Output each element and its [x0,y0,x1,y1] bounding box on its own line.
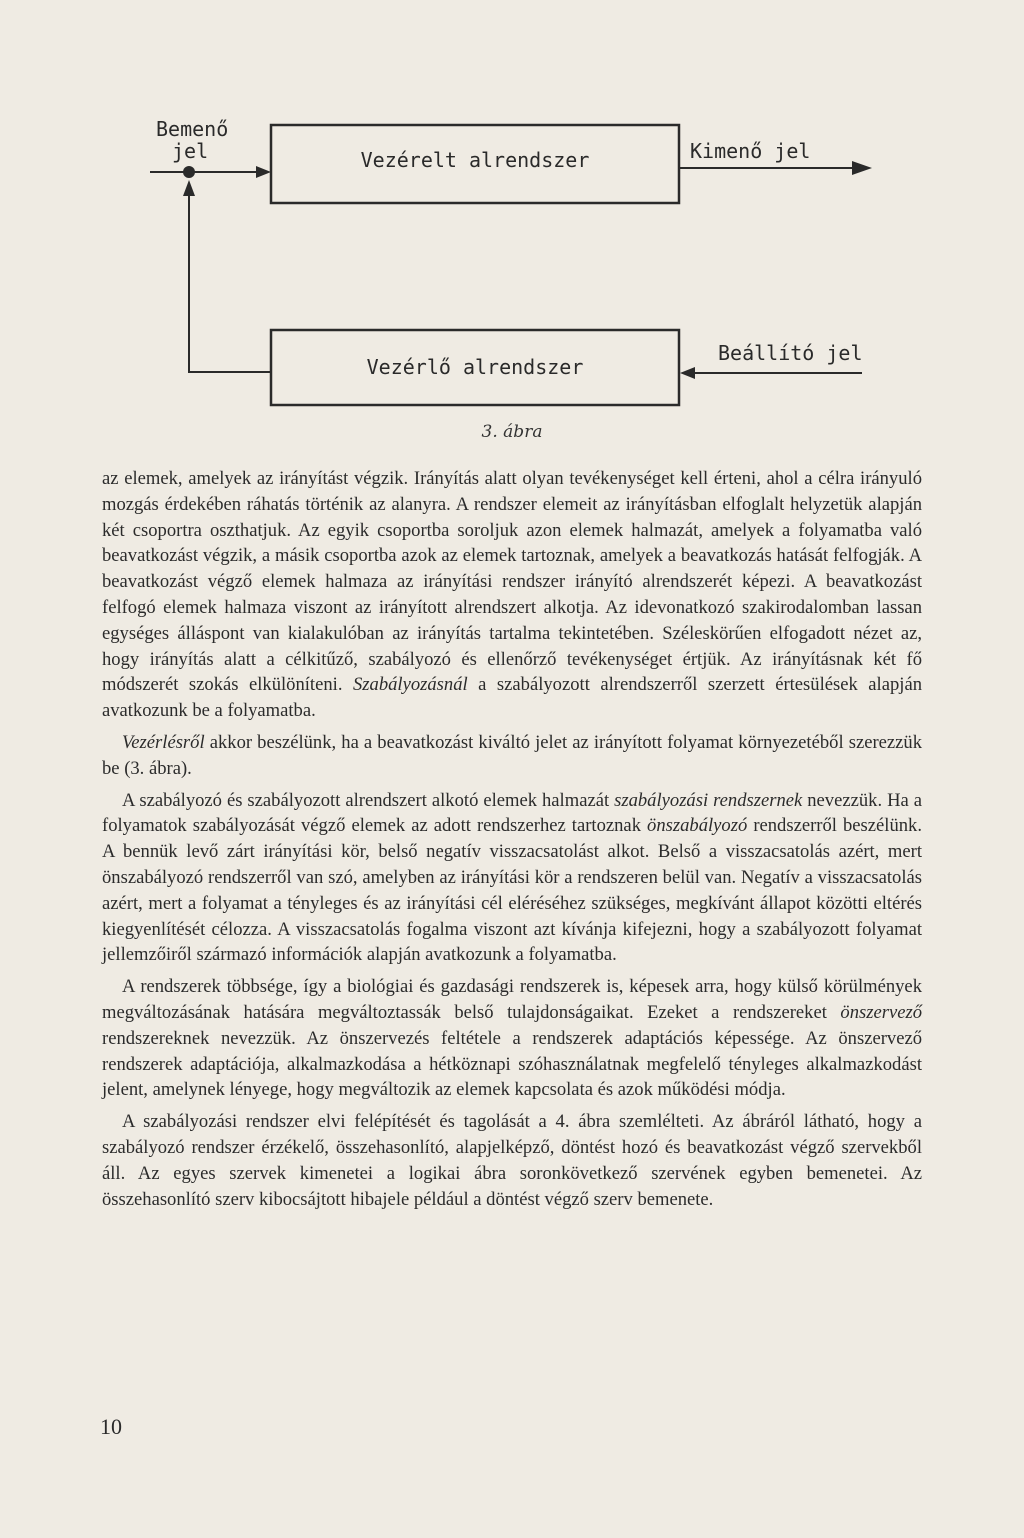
paragraph [102,466,922,724]
italic-term: önszabályozó [647,815,748,837]
input-label-line-1: Bemenő [156,117,229,141]
text-run: akkor beszélünk, ha a beavatkozást kiváltó jelet az irányított folyamat környezetéből szerezzük be (3. ábra). [102,731,922,779]
paragraph [102,1109,922,1212]
summing-node [183,166,195,178]
setpoint-label: Beállító jel [718,341,863,365]
output-arrow-icon [852,161,872,175]
feedback-line [189,188,271,372]
italic-term: önszervező [840,1001,922,1023]
block-diagram [0,0,1024,420]
text-run: rendszerről beszélünk. A bennük levő zárt irányítási kör, belső negatív visszacsatolást alkot. Belső a visszacsatolás azért, mert önszabályozó rendszerről van szó, amelyben az irányítási kör a rendszeren belül van. Negatív a visszacsatolás azért, mert a folyamat a tényleges és az irányítási cél eléréséhez szükséges, megkívánt állapot közötti eltérés kiegyenlítését célozza. A visszacsatolás fogalma viszont azt kívánja kifejezni, hogy a szabályozott folyamat jellemzőiről származó információk alapján avatkozunk a folyamatba. [102,815,922,966]
feedback-arrow-icon [183,180,195,196]
text-run: az elemek, amelyek az irányítást végzik. Irányítás alatt olyan tevékenységet kell érteni, ahol a célra irányuló mozgás érdekében ráhatás történik az alanyra. A rendszer elemeit az irányításban elfoglalt helyzetük alapján két csoportra oszthatjuk. Az egyik csoportba soroljuk azon elemek halmazát, amelyek a folyamatba való beavatkozást végzik, a másik csoportba azok az elemek tartoznak, amelyek a beavatkozás hatását felfogják. A beavatkozást végző elemek halmaza az irányítási rendszer irányító alrendszerét képezi. A beavatkozást felfogó elemek halmaza viszont az irányított alrendszert alkotja. Az idevonatkozó szakirodalomban lassan egységes álláspont van kialakulóban az irányítás tartalma tekintetében. Széleskörűen elfogadott nézet az, hogy irányítás alatt a célkitűző, szabályozó és ellenőrző tevékenységet értjük. Az irányításnak két fő módszerét szokás elkülöníteni. [102,468,922,696]
controller-subsystem-label: Vezérlő alrendszer [366,355,584,379]
figure-caption: 3. ábra [481,422,543,442]
text-run: A szabályozó és szabályozott alrendszert alkotó elemek halmazát [122,789,615,811]
output-label: Kimenő jel [690,139,811,163]
paragraph [102,730,922,782]
text-run: A szabályozási rendszer elvi felépítését és tagolását a 4. ábra szemlélteti. Az ábráról látható, hogy a szabályozó rendszer érzékelő, összehasonlító, alapjelképző, döntést hozó és beavatkozást végző szervekből áll. Az egyes szervek kimenetei a logikai ábra soronkövetkező szervének egyben bemenetei. Az összehasonlító szerv kibocsájtott hibajele például a döntést végző szerv bemenete. [102,1111,922,1210]
input-arrow-icon [256,166,271,178]
input-label [156,118,228,162]
italic-term: szabályozási rendszernek [614,789,803,811]
text-run: rendszereknek nevezzük. Az önszervezés feltétele a rendszerek adaptációs képessége. Az önszervező rendszerek adaptációja, alkalmazkodása a hétköznapi szóhasználatnak megfelelő tényleges alkalmazkodást jelent, amelynek lényege, hogy megváltozik az elemek kapcsolata és azok működési módja. [102,1027,922,1101]
setpoint-arrow-icon [680,367,695,379]
page-number: 10 [100,1414,122,1439]
body-text [102,466,922,1212]
text-run: A rendszerek többsége, így a biológiai és gazdasági rendszerek is, képesek arra, hogy külső körülmények megváltozásának hatására megváltoztassák belső tulajdonságaikat. Ezeket a rendszereket [102,976,922,1023]
text-run: a szabályozott alrendszerről szerzett értesülések alapján avatkozunk be a folyamatba. [102,674,922,722]
italic-term: Szabályozásnál [352,674,468,696]
controlled-subsystem-label: Vezérelt alrendszer [360,148,590,172]
paragraph [102,788,922,969]
italic-term: Vezérlésről [122,731,205,753]
input-label-line-2: jel [172,139,209,163]
text-run: nevezzük. Ha a folyamatok szabályozását végző elemek az adott rendszerhez tartoznak [102,789,922,837]
paragraph [102,974,922,1103]
